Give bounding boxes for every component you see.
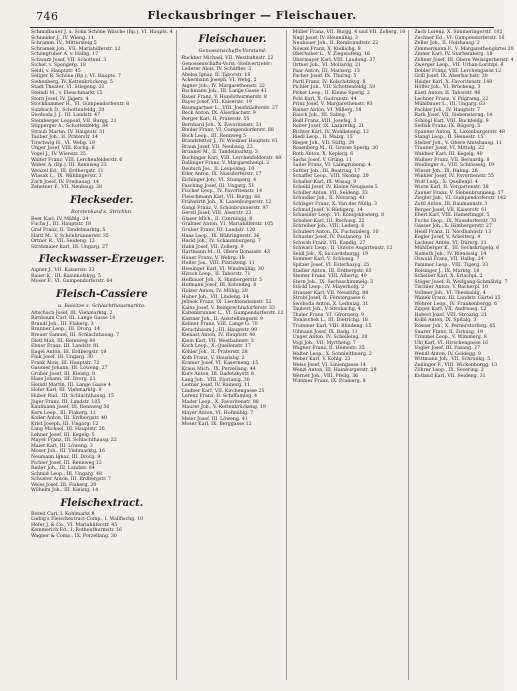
directory-entry: Frühwirth Joh., X. Laxenburgerstr. 12 [181,200,272,206]
directory-entry: Koller Anton, III. Erdbergstr. 40 [31,416,107,422]
directory-entry: Vogl Joh., VII. Myrtheng. 7 [292,340,356,346]
directory-entry: Vollmer Joh., VI. Theobaldg. 4 [414,290,486,296]
directory-entry: Reiter Josef, IX. Lazarethg. 21 [292,124,365,130]
directory-entry: Lang Joh., VIII. Florianig. 30 [181,377,250,383]
directory-entry: Aigner J., VII. Kaiserstr. 33 [31,268,95,274]
directory-entry: Ebner Franz, III. Landstr. 81 [31,344,100,350]
directory-entry: Lederer Alois, IV. Schäffler. 3 [181,67,251,73]
directory-entry: Wagner Franz, II. Heinestr. 35 [292,346,365,352]
directory-entry: Roth Anton, X. Keplerg. 6 [292,152,354,158]
directory-entry: Weiss Josef, III. Fiakerg. 20 [31,482,97,488]
column-1 [30,30,177,680]
directory-entry: Jelinek Franz, IX. Liechtensteinstr. 52 [181,300,272,306]
directory-entry: Koch Leop., X. Quellenstr. 17 [181,344,251,350]
directory-entry: Berger Karl, II. Praterstr. 55 [181,117,250,123]
directory-entry: Rieger Joh., VII. Stiftg. 29 [292,140,355,146]
directory-entry: Breuer Samuel, III. Schlachthausg. 7 [31,332,120,338]
directory-entry: Kemmerich Ed., I. Rothenthurmstr. 16 [31,528,123,534]
directory-entry: Schneider Leop., VI. Königsklosterg. 8 [292,213,385,219]
directory-entry: Taubert Joh., V. Strobachg. 4 [292,307,361,313]
page-number: 746 [36,10,59,23]
directory-entry: Sulzbach D., Schottenfeldg. 20 [31,107,105,113]
directory-entry: Grabner Anton, VI. Mariahilferstr. 105 [181,222,274,228]
directory-entry: Strasser Karl, VII. Neustiftg. 88 [292,290,369,296]
directory-entry: Schaller Karl, IX. Wasag. 9 [292,179,357,185]
directory-entry: Grill Josef, IX. Alserbachstr. 30 [414,74,488,80]
directory-entry: Sachs Josef, V. Grüng. 11 [292,157,352,163]
section-subheading: Genossenschafts-Vorstand: [198,48,267,54]
directory-entry: Scheiber Karl, X. Erlachpl. 2 [414,274,483,280]
directory-entry: Hiesinger Karl, VI. Windmühlg. 30 [181,266,264,272]
directory-entry: Kramer Josef, VI. Kaserneng. 15 [181,361,259,367]
directory-entry: Gassner Johann, III. Löweng. 27 [31,366,108,372]
directory-entry: Lorenz Franz, II. Schiffamtsg. 4 [181,394,258,400]
directory-entry: Wurm Karl, II. Vorgartenstr. 38 [414,185,489,191]
directory-entry: Gangl Franz, V. Schönbrunnerstr. 97 [181,205,269,211]
directory-entry: Kolb Franz, V. Hauslabg. 2 [181,355,245,361]
directory-entry: Walter Franz, VIII. Lerchenfelderstr. 6 [31,157,123,163]
directory-entry: Unger Josef, VIII. Kochg. 6 [31,146,95,152]
column-3 [291,30,409,680]
directory-entry: Lang Michael, III. Hauptstr. 26 [31,427,105,433]
directory-entry: Fischer Leop., IV. Favoritenstr. 14 [181,189,263,195]
directory-entry: Schmidbauer J. u. Sohn Schöne Wäsche (Bp.), VI. Haupts. 4 [31,30,173,35]
directory-entry: Beck Anton, IX. Alserbachstr. 9 [181,111,256,117]
directory-entry: Lindner Karl, VII. Kirchengasse 25 [181,388,265,394]
directory-entry: Spitzer Josef, VI. Esterhazyg. 25 [292,262,370,268]
directory-entry: Seliger R. Schöne (Bp.), VI. Haupts. 7 [31,74,121,80]
directory-entry: Kastner Joh., II. Ausstellungsstr. 9 [181,316,263,322]
directory-entry: Oswald Franz, VII. Halbg. 24 [414,257,484,263]
columns [30,30,514,680]
directory-entry: Bernhard Joh., X. Favoritenstr. 31 [181,122,262,128]
directory-entry: Huber Joh., VII. Lindeng. 14 [181,294,249,300]
directory-entry: Spanner Anton, X. Laxenburgerstr. 48 [414,129,505,135]
directory-entry: Dallinger Franz, V. Margarethenpl. 2 [181,161,270,167]
directory-entry: Wenzl Anton, III. Hainburgerstr. 29 [292,368,377,374]
directory-entry: Zöhrer Leop., IX. Severing. 2 [414,368,484,374]
directory-entry: Schaffer Leop., VIII. Skodag. 20 [292,174,369,180]
directory-entry: Zimmermann F., V. Margarethengürtel 20 [414,46,514,52]
directory-entry: Kurz Anton, III. Radetzkystr. 8 [181,372,254,378]
directory-entry: Gasser Joh., X. Himbergerstr. 27 [414,224,492,230]
directory-entry: Wlasak L., IX. Wählingerstr. 3 [31,174,102,180]
directory-entry: Sattler Joh., III. Beatrixg. 17 [292,168,361,174]
directory-entry: Schneider J., IV. Wieng. 11 [31,35,95,41]
directory-entry: Rauch Joh., III. Salmg. 7 [292,113,351,119]
directory-entry: Engel Anton, III. Erdbergstr. 19 [31,349,107,355]
directory-entry: Zeller Joh., II. Holzhausg. 2 [414,41,480,47]
directory-entry: Wenzel Ed., III. Erdbergstr. 11 [31,168,104,174]
directory-entry: Zechner Ed., VI. Gumpendorferstr. 16 [414,35,505,41]
directory-entry: Dobler Franz, VIII. Lerchengasse 12 [414,68,502,74]
directory-entry: Moser Joh., III. Viehmarktg. 16 [31,449,106,455]
directory-entry: Kern Leop., III. Fiakerg. 11 [31,410,96,416]
directory-entry: Mayer Anton, VI. Hofmühlg. 7 [181,411,254,416]
directory-entry: Stipperger A., Schottenfeldg. 84 [31,124,109,130]
directory-entry: Pichler Josef, III. Rennweg 12 [31,460,102,466]
directory-entry: Scheibl Josef, IV. Kleine Neugasse 5 [292,185,378,191]
directory-entry: Gruber Josef, III. Kleistg. 8 [31,371,95,377]
directory-entry: Nemeth Joh., IV. Rienösslg. 14 [414,251,487,257]
directory-entry: Ortner R., VII. Seideng. 13 [31,239,95,245]
directory-entry: Weiss Josef, VI. Liniengasse 14 [292,362,366,368]
directory-entry: Huber Rud., III. Schlachthausg. 15 [31,393,115,399]
directory-entry: Deutsch Jos., II. Leopoldsg. 10 [181,166,255,172]
section-heading: Fleischauer. [198,34,267,45]
directory-entry: Kotland Karl, VII. Seideng. 31 [414,373,486,379]
directory-entry: Wendl Anton, IV. Goldegg. 9 [414,351,481,357]
directory-entry: Hartmann M., II. Obere Donaustr. 43 [181,250,270,256]
directory-entry: Saurer Franz, II. Zirkusg. 19 [414,329,483,335]
directory-entry: Fuchs Leop., IX. Nussdorferstr. 70 [414,218,497,224]
directory-entry: Pohl Karl, X. Gudrunstr. 44 [292,96,357,102]
directory-entry: Kaufmann Josef, III. Rennweg 56 [31,405,110,411]
directory-entry: Tirschwig H., VI. Webg. 19 [31,140,95,146]
directory-entry: Weber Karl, V. Kohlg. 23 [292,357,351,363]
section-heading: Fleckseder. [70,194,134,206]
directory-entry: Sailer Franz, VI. Laimgrubeng. 4 [292,163,371,169]
directory-entry: Klein Karl, VII. Westbahnstr. 3 [181,338,254,344]
directory-entry: Winkler Josef, IV. Favoritenstr. 55 [414,174,494,180]
directory-entry: Heidl Franz, II. Nordbahnstr. 13 [414,229,492,235]
directory-entry: Hofer Karl, III. Viehmarktg. 9 [31,388,102,394]
directory-entry: Abeles Ignaz, II. Taborstr. 18 [181,72,251,78]
directory-entry: Reisinger J., IX. Marktg. 18 [414,268,480,274]
directory-entry: Fleischmann Karl, VII. Burgg. 66 [181,194,261,200]
directory-entry: Zöllner Josef, III. Obere Weissgerberstr. 4 [414,57,514,63]
directory-entry: Buchinger Karl, VIII. Lerchenfelderstr. 48 [181,155,282,161]
directory-entry: Wilhelm Joh., III. Kleistg. 14 [31,488,99,494]
directory-entry: Altschach Josef, III. Viehmarktg. 2 [31,310,113,316]
directory-entry: Dietl Max, III. Rennweg 44 [31,338,96,344]
directory-entry: Heller Jos., VIII. Piaristeng. 11 [181,261,255,267]
directory-entry: Weber A. (Bp.), III. Rennweg 23 [31,163,107,169]
directory-entry: Zeilinger F., VIII. Wickenburgg. 13 [414,362,498,368]
directory-entry: Obermayer Karl, VIII. Laudong. 37 [292,57,376,63]
directory-entry: Kainz Josef, V. Reinprechtsdorferstr. 33 [181,305,275,311]
section-subheading: u. Beisitze z. Schlachthausmarkte. [58,302,146,309]
directory-entry: Vogler Josef, III. Fasang. 27 [414,346,481,352]
directory-entry: Pammer Leop., VIII. Tigerg. 33 [414,262,489,268]
directory-entry: Bock Leop., III. Rennweg 5 [181,133,247,139]
directory-entry: Beer Karl, IV. Mühlg. 24 [31,216,89,222]
directory-entry: Swoboda Anton, X. Leibnizg. 31 [292,301,369,307]
directory-entry: Bayer Josef, VII. Kaiserstr. 19 [181,100,252,106]
directory-entry: Steindl M., v. Fleischmarkt 15 [31,91,103,97]
section-heading: Fleischextract. [60,497,144,509]
directory-entry: Paar Anton, III. Marxerg. 13 [292,68,360,74]
directory-entry: Walter Leop., X. Sonnleithnerg. 2 [292,351,372,357]
directory-entry: Steinberger Leopold, VII. Burgg. 21 [31,118,117,124]
directory-entry: Vogel J., IV. Wienstr. 25 [31,152,86,158]
directory-entry: Tomaschek L., III. Dietrichg. 18 [292,318,368,324]
directory-entry: Heindl Martin, III. Lange Gasse 4 [31,382,111,388]
directory-entry: Tischler Anton, V. Bacherpl. 10 [414,285,489,291]
directory-entry: Mayer Franz, III. Schlachthausg. 22 [31,438,117,444]
directory-entry: Redl Franz, VIII. Josefsg. 3 [292,118,357,124]
header-rule [30,27,494,28]
directory-entry: Stelzer Joh., V. Obere Amtshausg. 11 [414,140,502,146]
directory-entry: Schwarz Josef, VII. Schottenf. 3 [31,57,107,63]
directory-entry: Reiter Joh., III. Landstr. 64 [31,466,95,472]
directory-entry: Maurer Joh., V. Kettenbrückeng. 19 [181,405,266,411]
directory-entry: Stadler Anton, III. Erdbergstr. 63 [292,268,372,274]
directory-entry: Strobl Josef, II. Förstergasse 6 [292,296,365,302]
directory-entry: Mader Leop., X. Favoritenstr. 88 [181,399,259,405]
directory-entry: Neumann Ignaz, III. Drorg. 9 [31,455,101,460]
directory-entry: Maier Karl, III. Löweng. 3 [31,443,93,449]
directory-entry: Wanek Franz, III. Landstr. Gürtel 15 [414,296,501,302]
directory-entry: Rosenberg M., II. Grosse Sperlg. 30 [292,146,379,152]
directory-entry: Kastl Anton, II. Taborstr. 96 [414,91,481,97]
directory-entry: Tauber Joh., II. Praterstr. 14 [31,135,99,141]
directory-entry: Schober Karl, III. Rochusg. 22 [292,218,365,224]
column-2 [181,30,288,680]
directory-entry: Stadt Theater, VI. Stiegeng. 21 [31,85,105,91]
directory-entry: Haberl Josef, VIII. Strozzig. 21 [414,312,488,318]
directory-entry: Lechner Franz, V. Pilgramg. 22 [414,96,489,102]
directory-entry: Mühlberger K., III. Sechskrügelg. 6 [414,246,500,252]
directory-entry: Ortner Joh., VI. Mollardg. 21 [292,63,361,69]
directory-entry: Hartl M., V. Schönbrunnerstr. 35 [31,233,109,239]
directory-entry: Fuchs J., III. Hauptstr. 18 [31,222,92,228]
directory-entry: Sedlak Franz, IX. Rögerg. 5 [414,124,481,130]
directory-entry: Zottl Anton, III. Baumannstr. 3 [414,201,488,207]
directory-entry: Ullmann Josef, IX. Badg. 11 [292,329,358,335]
directory-entry: Weidinger A., VIII. Schlösselg. 19 [414,163,495,169]
directory-entry: Stöger Josef, II. Wolfgang-Schmälzlg. 7 [414,279,508,285]
directory-entry: Gerstl Josef, VIII. Alserstr. 23 [181,211,252,217]
directory-entry: Partl Franz, IV. Kolschitzkyg. 8 [292,79,366,85]
directory-entry: Pirker Leop., II. Kleine Sperlg. 2 [292,91,370,97]
directory-entry: Stöckl Leop., IV. Mayerhofg. 2 [292,285,365,291]
directory-entry: Hofbauer Joh., X. Himbergerstr. 5 [181,277,263,283]
directory-entry: Seidl Joh., X. Siccardsburgg. 19 [292,251,369,257]
directory-entry: Liebig's Fleischextract-Comp., I. Wallfischg. 10 [31,517,144,523]
directory-entry: Haider Karl, X. Favoritenstr. 140 [414,79,493,85]
directory-entry: Trauner Josef, VI. Mittelg. 22 [414,146,485,152]
directory-entry: Leitner Josef, IV. Rainerg. 11 [181,383,251,389]
directory-entry: Schindler Joh., II. Novarag. 41 [292,196,366,202]
directory-entry: Straub Martin, IV. Hauptstr. 31 [31,129,105,135]
directory-entry: Kerschbaum J., III. Hauptstr. 99 [181,327,258,333]
directory-entry: Mühlbauer L., III. Ungarg. 63 [414,102,486,108]
directory-entry: Ruckher Michael, VII. Westbahnstr. 12 [181,56,274,61]
directory-entry: Hackl Joh., IV. Schaumburgerg. 7 [181,239,261,245]
directory-entry: Schwab Franz, VII. Kandlg. 27 [292,240,366,246]
directory-entry: Höfler Joh., VI. Brückeng. 3 [414,85,481,91]
directory-entry: Wittmann Joh., VII. Schrankg. 5 [414,357,491,363]
directory-entry: Köhler Joh., II. Praterstr. 28 [181,349,248,355]
directory-entry: Brandstetter J., IV. Wiedner Hauptstr. 61 [181,139,279,145]
directory-entry: Brunner M., II. Tandelmarktg. 3 [181,150,258,156]
directory-entry: Krist Joseph, III. Ungarg. 12 [31,421,99,427]
directory-entry: Pichler Joh., VII. Schottenfeldg. 59 [292,85,376,91]
directory-entry: Trimmel Leop., V. Wimmerg. 8 [414,335,487,341]
directory-entry: Brunner Leop., III. Drorg. 14 [31,327,100,333]
directory-entry: Stern Josef, IV. Jägerz. 4 [31,96,89,102]
directory-entry: Kellner Franz, VIII. Lange G. 70 [181,322,258,328]
directory-entry: Hauer Franz, V. Wehrg. 18 [181,255,245,261]
directory-entry: Jäger Franz, III. Landstr. 105 [31,399,101,405]
directory-entry: Schöngruber A. v. Halbg. 17 [31,52,99,58]
directory-entry: Stern Joh., IX. Sechsschimmelg. 3 [292,279,374,285]
directory-entry: Haas Leop., IX. Währingerstr. 36 [181,233,260,239]
directory-entry: Strohmaier Karl, III. Ungarg. 27 [31,244,108,250]
directory-entry: Holzer Anton, IV. Mühlg. 20 [181,288,248,294]
directory-entry: Schwarz Leop., II. Untere Augartenstr. 12 [292,246,393,252]
directory-entry: Oberhuber L., V. Ziegelofeng. 16 [292,52,371,58]
directory-entry: Schuster Josef, IV. Paulanerg. 16 [292,235,370,241]
directory-entry: Ziegler Joh., VI. Gumpendorferstr. 142 [414,196,507,202]
directory-entry: Rösner Joh., X. Pernerstorferg. 45 [414,323,496,329]
directory-entry: Richter Karl, IV. Wohllebeng. 12 [292,129,369,135]
directory-entry: Glaser Mich., II. Czerningg. 8 [181,216,253,222]
directory-entry: Wolf Leop., X. Quellenpl. 4 [414,179,478,185]
directory-entry: Wöhrer Leop., IV. Frankenbergg. 6 [414,301,498,307]
directory-entry: Uhl Karl, VI. Hirschengasse 16 [414,340,489,346]
directory-entry: Lehner Josef, III. Kegelg. 5 [31,432,95,438]
directory-entry: Graf Franz, II. Tandelmarktg. 5 [31,227,106,233]
running-head: Fleckausbringer — Fleischauer. [147,9,357,22]
directory-entry: Bachmann Joh., III. Lange Gasse 41 [181,89,267,95]
directory-entry: Birnbaum Carl, III. Lange Gasse 10 [31,316,116,322]
directory-entry: Wagner & Comp., IX. Porzellang. 30 [31,534,117,540]
directory-entry: Schmid Josef, V. Rüdigerg. 14 [292,207,363,213]
directory-entry: Stockhammer H., VI. Gumpendorferstr. 8 [31,102,130,108]
directory-entry: Wieser Joh., IX. Hahng. 26 [414,168,478,174]
directory-entry: Zach Lorenz, X. Simmeringerstr. 102 [414,30,503,35]
directory-entry: Unger Anton, IV. Schelleing. 20 [292,335,368,341]
directory-entry: Hahn Josef, VII. Zollerg. 9 [181,244,244,250]
directory-entry: Seidl, v. Hauptstr. 45 [31,68,81,74]
directory-entry: Pachler Joh., IV. Hauptstr. 7 [414,107,481,113]
directory-entry: Wallner Franz, VII. Bernardg. 8 [414,157,490,163]
directory-entry: Pacher Josef, IX. Thurng. 5 [292,74,357,80]
directory-entry: Baumgartner L., VIII. Josefstädterstr. 27 [181,105,278,111]
directory-entry: Rainer Anton, VI. Millerg. 18 [292,107,362,113]
directory-entry: Binder Franz, VI. Gumpendorferstr. 88 [181,128,274,134]
directory-entry: Müller Franz, VII. Burgg. 4 und VII. Zollerg. 10 [292,30,406,35]
directory-entry: Eberl Karl, VIII. Hamerlingpl. 5 [414,213,490,219]
directory-entry: Steiner Franz, VIII. Albertg. 40 [292,274,367,280]
directory-entry: Neubauer Joh., II. Rembrandtstr. 22 [292,41,379,47]
directory-entry: Moser Karl, IX. Berggasse 12 [181,422,252,428]
directory-entry: Riedl Leop., II. Malzg. 15 [292,135,353,141]
section-heading: Fleckwasser-Erzeuger. [38,254,165,266]
directory-entry: Rath Josef, VII. Siebensterng. 14 [414,113,493,119]
directory-entry: Kogler Josef, V. Arbeiterg. 9 [414,235,481,241]
directory-entry: Prinz Josef, V. Margarethenstr. 93 [292,102,373,108]
directory-entry: Stangl Leop., II. Heinestr. 15 [414,135,484,141]
directory-entry: Sommer Karl, V. Schlossg. 7 [292,257,360,263]
directory-entry: Kienast Anton, IV. Hauptstr. 40 [181,333,256,339]
directory-entry: Wimmer Franz, IX. Pramerg. 8 [292,379,366,385]
directory-entry: Meier Josef, III. Löweng. 41 [181,416,248,422]
directory-entry: Schiller Anton, VII. Seideng. 33 [292,190,368,196]
directory-entry: Bauer Franz, V. Hundsthurmerstr. 8 [181,94,267,100]
directory-entry: Kolbl Anton, IX. Spitalg. 3 [414,318,477,324]
directory-entry: Schramek Joh., VII. Mariahilferstr. 12 [31,46,121,52]
directory-entry: Berger Josef, VII. Kaiserstr. 61 [414,207,488,213]
directory-entry: Sicher, v. Spengerg. 18 [31,63,86,69]
directory-entry: Hofer J. & Co., VI. Mariahilferstr. 45 [31,522,118,528]
directory-entry: Hirsch Leop., II. Taborstr. 71 [181,272,251,278]
directory-entry: Nagl Josef, IV. Heumühlg. 3 [292,35,359,41]
directory-entry: Hofmann Josef, III. Kolonitzg. 6 [181,283,257,289]
directory-entry: Nowak Franz, X. Kudlichg. 9 [292,46,361,52]
directory-entry: Gruber Franz, III. Landstr. 120 [181,227,256,233]
directory-entry: Brandl Joh., III. Fiakerg. 3 [31,321,94,327]
directory-entry: Siehenberg, IV. Kettenbrückeng. 5 [31,79,113,85]
directory-entry: Aigner Joh., IV. Margarethenstr. 22 [181,83,265,89]
directory-entry: Werner Joh., VIII. Pfeilg. 36 [292,373,359,379]
directory-entry: Schlager Franz, X. Van der Nüllg. 3 [292,201,378,207]
directory-entry: Zach Josef, IV. Freihausg. 14 [31,179,99,185]
directory-entry: Lackner Anton, VI. Dürerg. 11 [414,240,487,246]
directory-entry: Kraus Mich., IX. Porzellang. 44 [181,366,256,372]
directory-entry: Kaltenbrunner L., VI. Gumpendorferstr. 12 [181,311,284,317]
directory-entry: Ackermann Joseph, VI. Webg. 2 [181,78,257,84]
directory-entry: Genossenschafts-Vorst.-Stellvertreter: [181,61,272,67]
directory-entry: Schramm, IV., Mittersteig 5 [31,41,97,47]
directory-entry: Schuster Anton, III. Erdbergstr. 7 [31,477,111,483]
section-heading: Fleisch-Cassiere [55,288,148,300]
directory-entry: Bereit Carl, I. Kohlmarkt 8 [31,511,95,517]
directory-entry: Zwerger Leop., VII. Urban-Loritzpl. 6 [414,63,504,69]
directory-entry: Thaler Franz, VI. Gfrornerg. 9 [292,312,365,318]
directory-entry: Fasching Josef, III. Ungarg. 51 [181,183,255,189]
directory-entry: Zehetner F., VII. Neubaug. 38 [31,185,102,191]
directory-entry: Zauner Franz, V. Siebenbrunneng. 17 [414,190,504,196]
directory-entry: Haas Johann, III. Drorg. 21 [31,377,96,383]
directory-entry: Fink Josef, III. Ungarg. 30 [31,355,94,361]
directory-entry: Schlögl Karl, VIII. Buchfeldg. 9 [414,118,489,124]
directory-entry: Trummer Karl, VIII. Blindeng. 15 [292,323,372,329]
directory-entry: Frank Alois, III. Hauptstr. 72 [31,360,100,366]
directory-entry: Moser F., VI. Gumpendorferstr. 64 [31,279,113,285]
directory-entry: Waldner Karl, III. Kegelg. 40 [414,152,483,158]
section-subheading: Borstenkauf s. Strichkn. [71,208,133,215]
directory-entry: Eichinger Joh., VI. Stumperg. 4 [181,178,257,184]
directory-entry: Schreiber Joh., VIII. Lederg. 6 [292,224,365,230]
directory-entry: Bauer K., III. Rasumofskyg. 5 [31,273,101,279]
column-4 [413,30,516,680]
directory-entry: Schmid Leop., III. Ungarg. 48 [31,471,102,477]
directory-entry: Zinner Karl, IV. Starhemberg. 18 [414,52,493,58]
directory-entry: Schubert Anton, IX. Fuchstalerg. 10 [292,229,379,235]
directory-entry: Eder Anton, IX. Nussdorferstr. 17 [181,172,262,178]
directory-entry: Braun Josef, VII. Neubaug. 22 [181,144,253,150]
directory-entry: Swoboda J. J., III. Landstr. 47 [31,113,101,119]
directory-entry: Zipper Karl, VII. Andreasg. 12 [414,307,487,313]
